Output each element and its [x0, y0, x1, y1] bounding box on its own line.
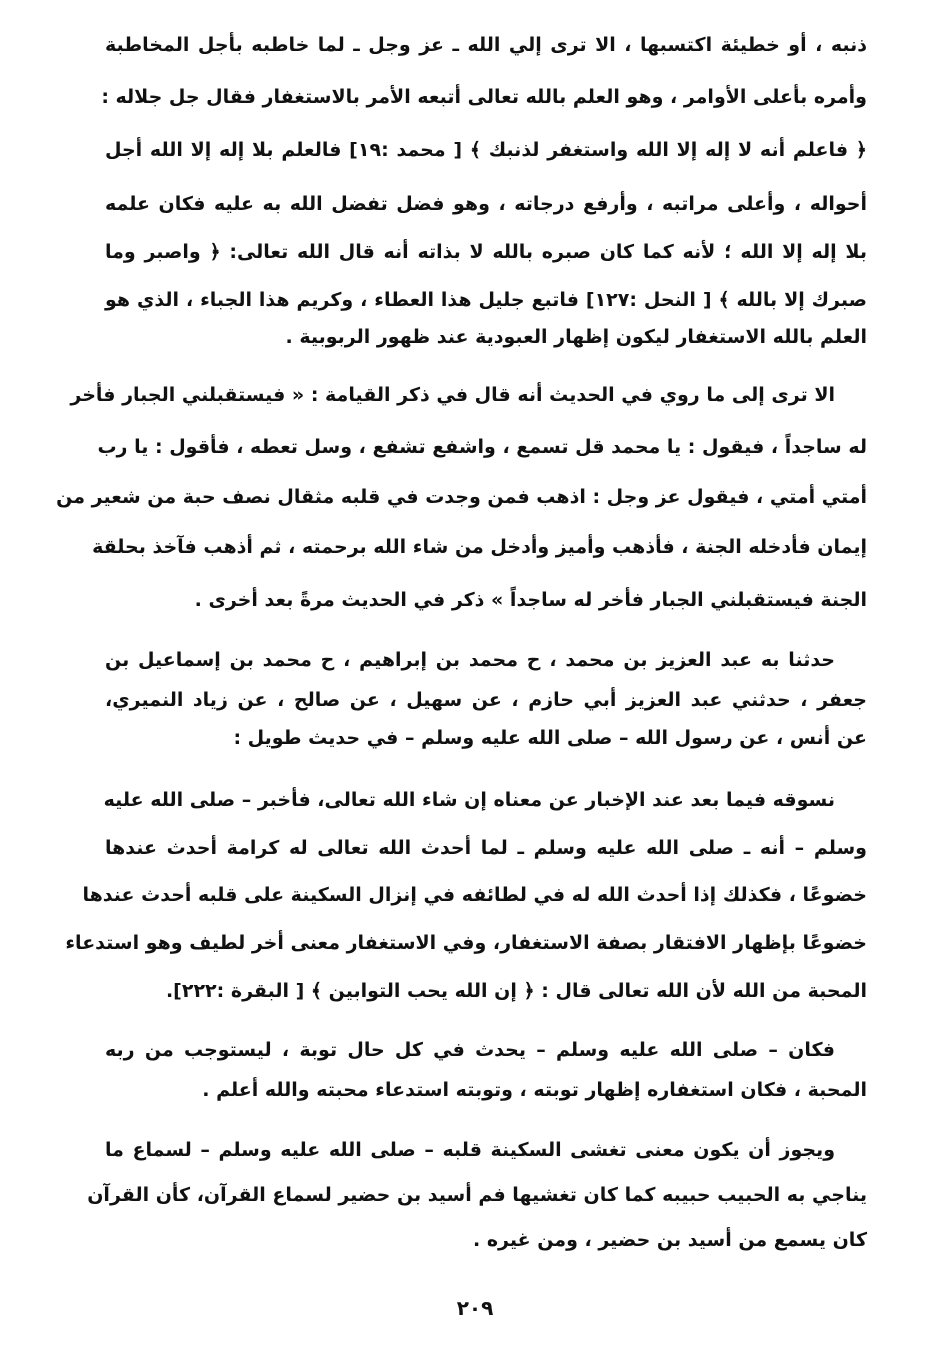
- text-line: المحبة ، فكان استغفاره إظهار توبته ، وتوبته استدعاء محبته والله أعلم .: [202, 1079, 867, 1101]
- quran-quote-line: بلا إله إلا الله ؛ لأنه كما كان صبره بالله لا بذاته أنه قال الله تعالى: ﴿ واصبر وما: [105, 241, 867, 263]
- hadith-line: أمتي أمتي ، فيقول عز وجل : اذهب فمن وجدت في قلبه مثقال نصف حبة من شعير من: [56, 486, 867, 508]
- text-line: خضوعًا بإظهار الافتقار بصفة الاستغفار، وفي الاستغفار معنى أخر لطيف وهو استدعاء: [65, 932, 867, 954]
- isnad-line: جعفر ، حدثني عبد العزيز أبي حازم ، عن سهيل ، عن صالح ، عن زياد النميري،: [105, 689, 867, 711]
- hadith-line: له ساجداً ، فيقول : يا محمد قل تسمع ، واشفع تشفع ، وسل تعطه ، فأقول : يا رب: [97, 436, 867, 458]
- quran-quote-line: المحبة من الله لأن الله تعالى قال : ﴿ إن الله يحب التوابين ﴾ [ البقرة :٢٢٢].: [165, 980, 867, 1002]
- hadith-line: إيمان فأدخله الجنة ، فأذهب وأميز وأدخل من شاء الله برحمته ، ثم أذهب فآخذ بحلقة: [92, 536, 867, 558]
- text-line: فكان – صلى الله عليه وسلم – يحدث في كل حال توبة ، ليستوجب من ربه: [105, 1039, 835, 1061]
- text-line: وأمره بأعلى الأوامر ، وهو العلم بالله تعالى أتبعه الأمر بالاستغفار فقال جل جلاله :: [101, 86, 867, 108]
- text-line: نسوقه فيما بعد عند الإخبار عن معناه إن شاء الله تعالى، فأخبر – صلى الله عليه: [103, 789, 835, 811]
- text-line: ويجوز أن يكون معنى تغشى السكينة قلبه – صلى الله عليه وسلم – لسماع ما: [105, 1139, 835, 1161]
- text-line: أحواله ، وأعلى مراتبه ، وأرفع درجاته ، وهو فضل تفضل الله به عليه فكان علمه: [105, 193, 867, 215]
- text-line: خضوعًا ، فكذلك إذا أحدث الله له في لطائفه في إنزال السكينة على قلبه أحدث عندها: [82, 884, 867, 906]
- quran-quote-line: صبرك إلا بالله ﴾ [ النحل :١٢٧] فاتبع جليل هذا العطاء ، وكريم هذا الجباء ، الذي هو: [105, 289, 867, 311]
- isnad-line: عن أنس ، عن رسول الله – صلى الله عليه وسلم – في حديث طويل :: [233, 727, 867, 749]
- quran-quote-line: ﴿ فاعلم أنه لا إله إلا الله واستغفر لذنبك ﴾ [ محمد :١٩] فالعلم بلا إله إلا الله أجل: [105, 139, 867, 161]
- text-line: كان يسمع من أسيد بن حضير ، ومن غيره .: [472, 1229, 867, 1251]
- text-line: ذنبه ، أو خطيئة اكتسبها ، الا ترى إلي الله ـ عز وجل ـ لما خاطبه بأجل المخاطبة: [105, 34, 867, 56]
- hadith-line: الجنة فيستقبلني الجبار فأخر له ساجداً » ذكر في الحديث مرةً بعد أخرى .: [194, 589, 867, 611]
- hadith-line: الا ترى إلى ما روي في الحديث أنه قال في ذكر القيامة : « فيستقبلني الجبار فأخر: [70, 384, 835, 406]
- isnad-line: حدثنا به عبد العزيز بن محمد ، ح محمد بن إبراهيم ، ح محمد بن إسماعيل بن: [105, 649, 835, 671]
- text-line: وسلم – أنه ـ صلى الله عليه وسلم ـ لما أحدث الله تعالى له كرامة أحدث عندها: [105, 837, 867, 859]
- text-line: يناجي به الحبيب حبيبه كما كان تغشيها فم أسيد بن حضير لسماع القرآن، كأن القرآن: [87, 1184, 867, 1206]
- page-number: ٢٠٩: [456, 1296, 494, 1320]
- text-line: العلم بالله الاستغفار ليكون إظهار العبودية عند ظهور الربوبية .: [285, 326, 867, 348]
